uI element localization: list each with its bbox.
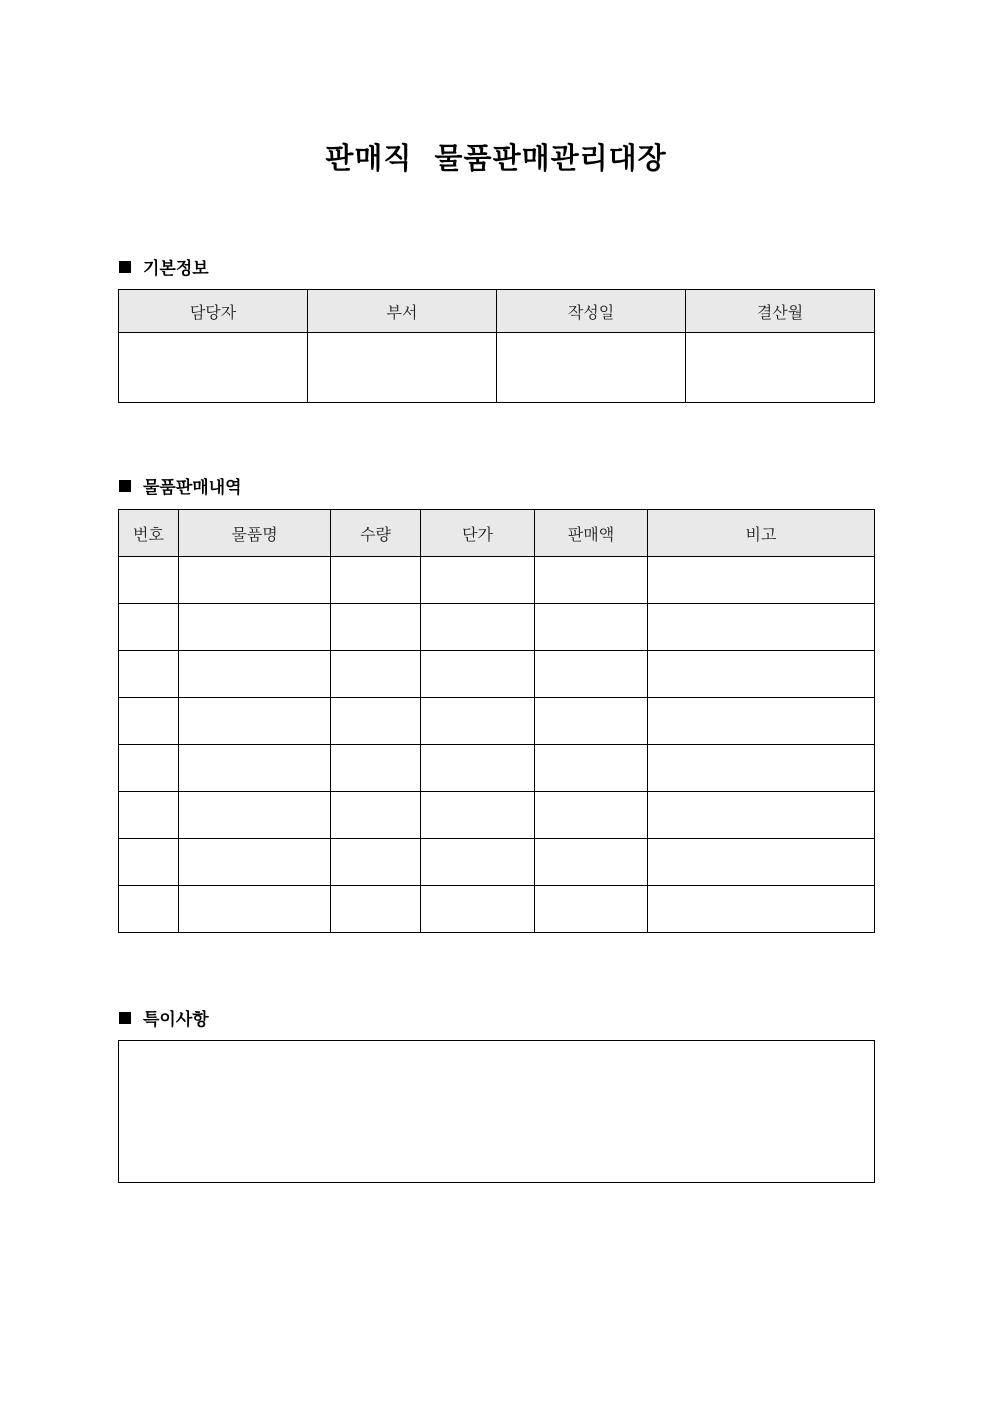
section-notes-heading (119, 1005, 209, 1030)
item-name-cell[interactable] (179, 745, 331, 792)
remarks-cell[interactable] (648, 886, 875, 933)
section-basic-info-label: 기본정보 (143, 259, 209, 279)
unit-price-cell[interactable] (421, 651, 535, 698)
sales-header-number: 번호 (119, 510, 179, 557)
sales-body (119, 557, 875, 933)
unit-price-cell[interactable] (421, 886, 535, 933)
number-cell[interactable] (119, 557, 179, 604)
number-cell[interactable] (119, 651, 179, 698)
item-name-cell[interactable] (179, 604, 331, 651)
number-cell[interactable] (119, 886, 179, 933)
item-name-cell[interactable] (179, 886, 331, 933)
section-notes-label: 특이사항 (143, 1010, 209, 1030)
sales-header-quantity: 수량 (331, 510, 421, 557)
basic-info-header-department: 부서 (308, 290, 497, 333)
table-row (119, 839, 875, 886)
table-row (119, 651, 875, 698)
remarks-cell[interactable] (648, 651, 875, 698)
table-row (119, 698, 875, 745)
square-bullet-icon (119, 261, 131, 273)
sales-header-sales-amount: 판매액 (535, 510, 648, 557)
quantity-cell[interactable] (331, 651, 421, 698)
sales-amount-cell[interactable] (535, 745, 648, 792)
item-name-cell[interactable] (179, 698, 331, 745)
quantity-cell[interactable] (331, 604, 421, 651)
sales-header-unit-price: 단가 (421, 510, 535, 557)
item-name-cell[interactable] (179, 839, 331, 886)
basic-info-header-date: 작성일 (497, 290, 686, 333)
square-bullet-icon (119, 1012, 131, 1024)
sales-table (118, 509, 875, 933)
section-basic-info-heading (119, 254, 209, 279)
quantity-cell[interactable] (331, 886, 421, 933)
quantity-cell[interactable] (331, 792, 421, 839)
basic-info-date-cell[interactable] (497, 333, 686, 403)
unit-price-cell[interactable] (421, 698, 535, 745)
basic-info-department-cell[interactable] (308, 333, 497, 403)
number-cell[interactable] (119, 698, 179, 745)
sales-amount-cell[interactable] (535, 792, 648, 839)
notes-box[interactable] (118, 1040, 875, 1183)
table-row (119, 557, 875, 604)
basic-info-header-settlement-month: 결산월 (686, 290, 875, 333)
unit-price-cell[interactable] (421, 604, 535, 651)
sales-header-remarks: 비고 (648, 510, 875, 557)
remarks-cell[interactable] (648, 792, 875, 839)
quantity-cell[interactable] (331, 839, 421, 886)
number-cell[interactable] (119, 745, 179, 792)
square-bullet-icon (119, 480, 131, 492)
quantity-cell[interactable] (331, 698, 421, 745)
unit-price-cell[interactable] (421, 792, 535, 839)
basic-info-settlement-month-cell[interactable] (686, 333, 875, 403)
remarks-cell[interactable] (648, 604, 875, 651)
basic-info-header-row (119, 290, 875, 333)
basic-info-header-manager: 담당자 (119, 290, 308, 333)
item-name-cell[interactable] (179, 792, 331, 839)
basic-info-table (118, 289, 875, 403)
unit-price-cell[interactable] (421, 839, 535, 886)
number-cell[interactable] (119, 604, 179, 651)
quantity-cell[interactable] (331, 557, 421, 604)
section-sales-heading (119, 473, 242, 498)
basic-info-manager-cell[interactable] (119, 333, 308, 403)
table-row (119, 604, 875, 651)
number-cell[interactable] (119, 839, 179, 886)
item-name-cell[interactable] (179, 651, 331, 698)
table-row (119, 792, 875, 839)
item-name-cell[interactable] (179, 557, 331, 604)
sales-amount-cell[interactable] (535, 604, 648, 651)
sales-header-item-name: 물품명 (179, 510, 331, 557)
sales-amount-cell[interactable] (535, 839, 648, 886)
number-cell[interactable] (119, 792, 179, 839)
sales-header-row (119, 510, 875, 557)
unit-price-cell[interactable] (421, 745, 535, 792)
section-sales-label: 물품판매내역 (143, 478, 242, 498)
basic-info-value-row (119, 333, 875, 403)
page-title: 판매직 물품판매관리대장 (325, 141, 667, 175)
remarks-cell[interactable] (648, 839, 875, 886)
remarks-cell[interactable] (648, 557, 875, 604)
sales-amount-cell[interactable] (535, 886, 648, 933)
sales-amount-cell[interactable] (535, 698, 648, 745)
sales-amount-cell[interactable] (535, 557, 648, 604)
remarks-cell[interactable] (648, 698, 875, 745)
unit-price-cell[interactable] (421, 557, 535, 604)
table-row (119, 886, 875, 933)
remarks-cell[interactable] (648, 745, 875, 792)
sales-amount-cell[interactable] (535, 651, 648, 698)
table-row (119, 745, 875, 792)
quantity-cell[interactable] (331, 745, 421, 792)
